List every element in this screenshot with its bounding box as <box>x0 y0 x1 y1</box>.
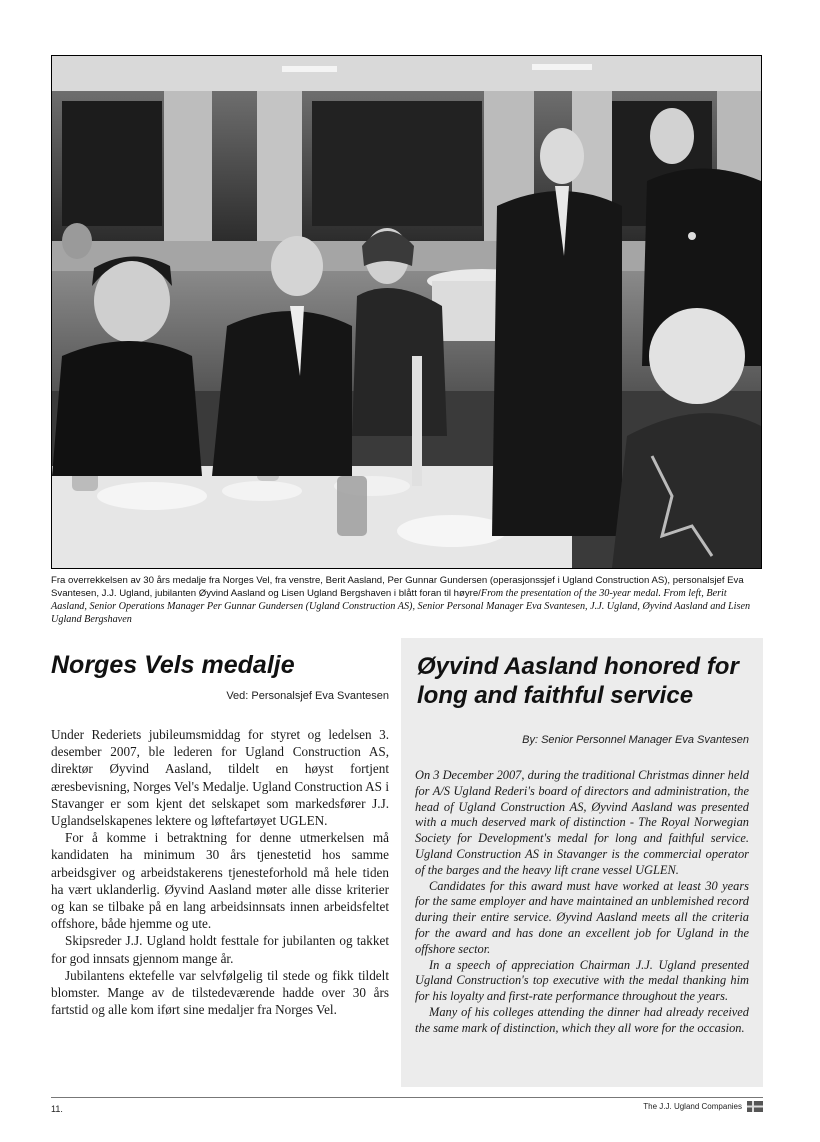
flag-icon <box>747 1101 763 1112</box>
norwegian-article-body <box>51 726 389 1018</box>
english-article-byline: By: Senior Personnel Manager Eva Svantesen <box>522 734 749 746</box>
english-paragraph: In a speech of appreciation Chairman J.J. Ugland presented Ugland Construction's top executive with the medal thanking him for his loyalty and first-rate performance throughout the years. <box>415 957 749 1004</box>
english-paragraph: Many of his colleges attending the dinner had already received the same mark of distinction, which they all wore for the occasion. <box>415 1004 749 1035</box>
photo-caption <box>51 574 763 626</box>
norwegian-article-byline: Ved: Personalsjef Eva Svantesen <box>226 690 389 702</box>
english-article <box>401 638 763 1087</box>
norwegian-article-title: Norges Vels medalje <box>51 651 295 679</box>
norwegian-paragraph: For å komme i betraktning for denne utmerkelsen må kandidaten ha minimum 30 års tjenestetid hos samme arbeidsgiver og arbeidstakerens tjenesteforhold må hele tiden ha vært uklanderlig. Øyvind Aasland møter alle disse kriterier og kan se tilbake på en lang arbeidsinnsats innen arbeidsfeltet offshore, både hjemme og ute. <box>51 830 389 932</box>
event-photo <box>51 55 762 569</box>
norwegian-article <box>51 650 389 1018</box>
norwegian-paragraph: Under Rederiets jubileumsmiddag for styret og ledelsen 3. desember 2007, ble lederen for Ugland Construction AS, direktør Øyvind Aasland, tildelt en høyst fortjent æresbevisning, Norges Vel's Medalje. Ugland Construction AS i Stavanger er som kjent det selskapet som markedsfører J.J. Uglandselskapenes lektere og løftefartøyet UGLEN. <box>51 727 389 829</box>
footer-divider <box>51 1097 763 1098</box>
footer-brand <box>643 1101 763 1112</box>
photo-illustration <box>52 56 761 568</box>
footer-brand-label: The J.J. Ugland Companies <box>643 1102 742 1111</box>
norwegian-paragraph: Skipsreder J.J. Ugland holdt festtale for jubilanten og takket for god innsats gjennom mange år. <box>51 933 389 966</box>
english-article-body <box>415 768 749 1037</box>
page-number: 11. <box>51 1104 63 1114</box>
english-paragraph: On 3 December 2007, during the traditional Christmas dinner held for A/S Ugland Rederi's board of directors and administration, the head of Ugland Construction AS, Øyvind Aasland was presented with a much deserved mark of distinction - The Royal Norwegian Society for Development's medal for long and faithful service. Ugland Construction AS in Stavanger is the commercial operator of the barges and the heavy lift crane vessel UGLEN. <box>415 768 749 877</box>
caption-norwegian: Fra overrekkelsen av 30 års medalje fra Norges Vel, fra venstre, Berit Aasland, Per Gunnar Gundersen (operasjonssjef i Ugland Construction AS), personalsjef Eva Svantesen, J.J. Ugland, jubilanten Øyvind Aasland og Lisen Ugland Bergshaven i blått foran til høyre/ <box>51 575 744 599</box>
norwegian-paragraph: Jubilantens ektefelle var selvfølgelig til stede og fikk tildelt blomster. Mange av de tilstedeværende hadde over 30 års fartstid og alle kom iført sine medaljer fra Norges Vel. <box>51 967 389 1018</box>
caption-english: From the presentation of the 30-year medal. From left, Berit Aasland, Senior Operations Manager Per Gunnar Gundersen (Ugland Construction AS), Senior Personal Manager Eva Svantesen, J.J. Ugland, Øyvind Aasland and Lisen Ugland Bergshaven <box>51 588 751 625</box>
english-article-title: Øyvind Aasland honored for long and faithful service <box>417 653 739 709</box>
english-paragraph: Candidates for this award must have worked at least 30 years for the same employer and have maintained an unblemished record during their entire service. Øyvind Aasland meets all the criteria for the award and has done an excellent job for Ugland in the offshore sector. <box>415 878 749 956</box>
